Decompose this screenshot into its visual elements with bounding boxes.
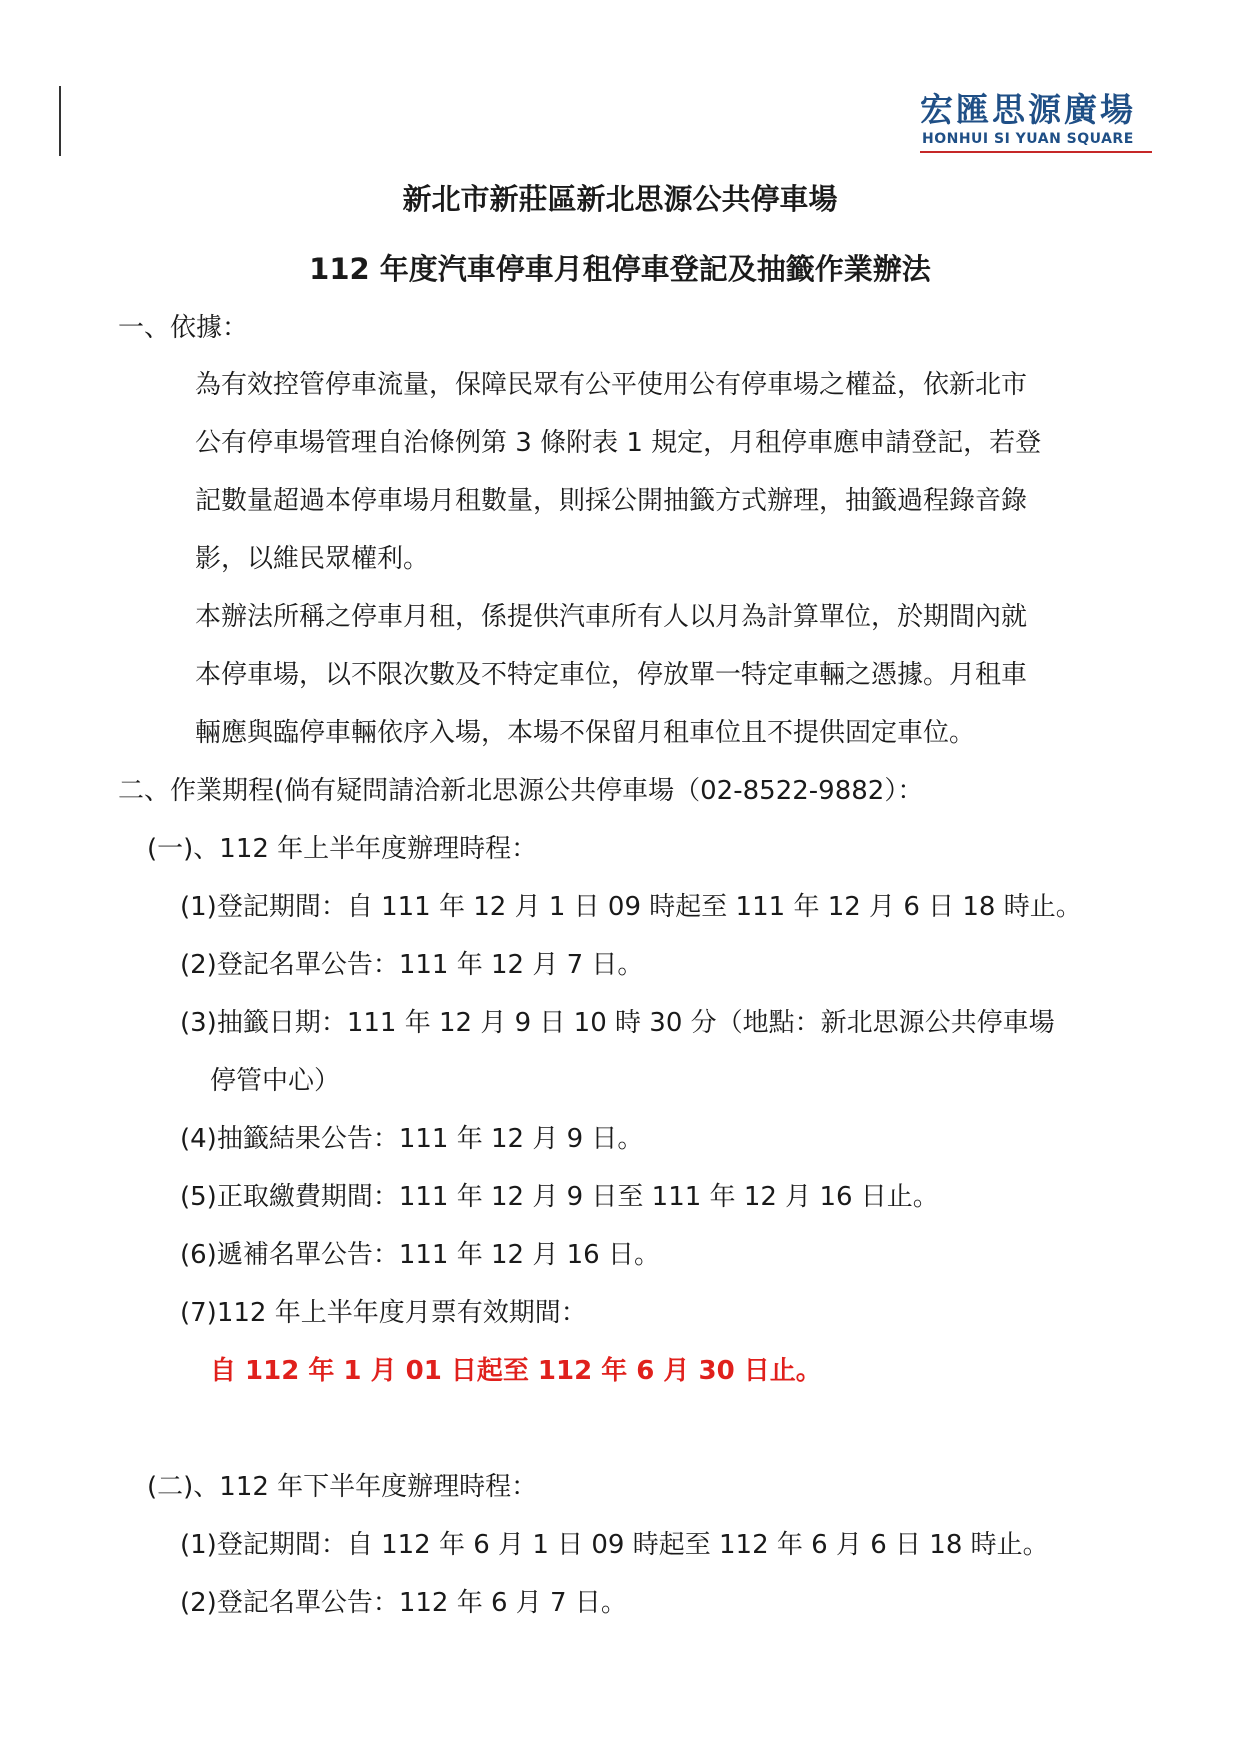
margin-bar <box>59 86 61 156</box>
paragraph-line: 輛應與臨停車輛依序入場，本場不保留月租車位且不提供固定車位。 <box>195 718 976 748</box>
schedule-item: (2)登記名單公告：112 年 6 月 7 日。 <box>180 1588 627 1618</box>
schedule-item: (6)遞補名單公告：111 年 12 月 16 日。 <box>180 1240 660 1270</box>
company-logo <box>920 90 1160 153</box>
schedule-item: (2)登記名單公告：111 年 12 月 7 日。 <box>180 950 644 980</box>
section-heading: 二、作業期程(倘有疑問請洽新北思源公共停車場（02-8522-9882）： <box>118 776 924 806</box>
subsection-heading: (一)、112 年上半年度辦理時程： <box>147 834 538 864</box>
paragraph-line: 公有停車場管理自治條例第 3 條附表 1 規定，月租停車應申請登記，若登 <box>195 428 1042 458</box>
schedule-item: (1)登記期間：自 112 年 6 月 1 日 09 時起至 112 年 6 月 6 日 18 時止。 <box>180 1530 1049 1560</box>
schedule-item: (7)112 年上半年度月票有效期間： <box>180 1298 587 1328</box>
document-subtitle: 112 年度汽車停車月租停車登記及抽籤作業辦法 <box>309 252 931 286</box>
paragraph-line: 本辦法所稱之停車月租，係提供汽車所有人以月為計算單位，於期間內就 <box>195 602 1028 632</box>
logo-name-cn: 宏匯思源廣場 <box>920 90 1136 129</box>
schedule-item-continued: 停管中心） <box>210 1066 341 1096</box>
schedule-item: (4)抽籤結果公告：111 年 12 月 9 日。 <box>180 1124 644 1154</box>
schedule-item: (3)抽籤日期：111 年 12 月 9 日 10 時 30 分（地點：新北思源公共停車場 <box>180 1008 1055 1038</box>
document-title: 新北市新莊區新北思源公共停車場 <box>402 182 838 216</box>
schedule-item: (5)正取繳費期間：111 年 12 月 9 日至 111 年 12 月 16 日止。 <box>180 1182 939 1212</box>
paragraph-line: 為有效控管停車流量，保障民眾有公平使用公有停車場之權益，依新北市 <box>195 370 1028 400</box>
logo-underline <box>920 151 1152 153</box>
paragraph-line: 本停車場，以不限次數及不特定車位，停放單一特定車輛之憑據。月租車 <box>195 660 1028 690</box>
paragraph-line: 影，以維民眾權利。 <box>195 544 430 574</box>
logo-name-en: HONHUI SI YUAN SQUARE <box>922 131 1134 147</box>
paragraph-line: 記數量超過本停車場月租數量，則採公開抽籤方式辦理，抽籤過程錄音錄 <box>195 486 1028 516</box>
schedule-item: (1)登記期間：自 111 年 12 月 1 日 09 時起至 111 年 12 月 6 日 18 時止。 <box>180 892 1082 922</box>
subsection-heading: (二)、112 年下半年度辦理時程： <box>147 1472 538 1502</box>
validity-period-highlight: 自 112 年 1 月 01 日起至 112 年 6 月 30 日止。 <box>210 1356 822 1386</box>
section-heading: 一、依據： <box>118 313 249 343</box>
